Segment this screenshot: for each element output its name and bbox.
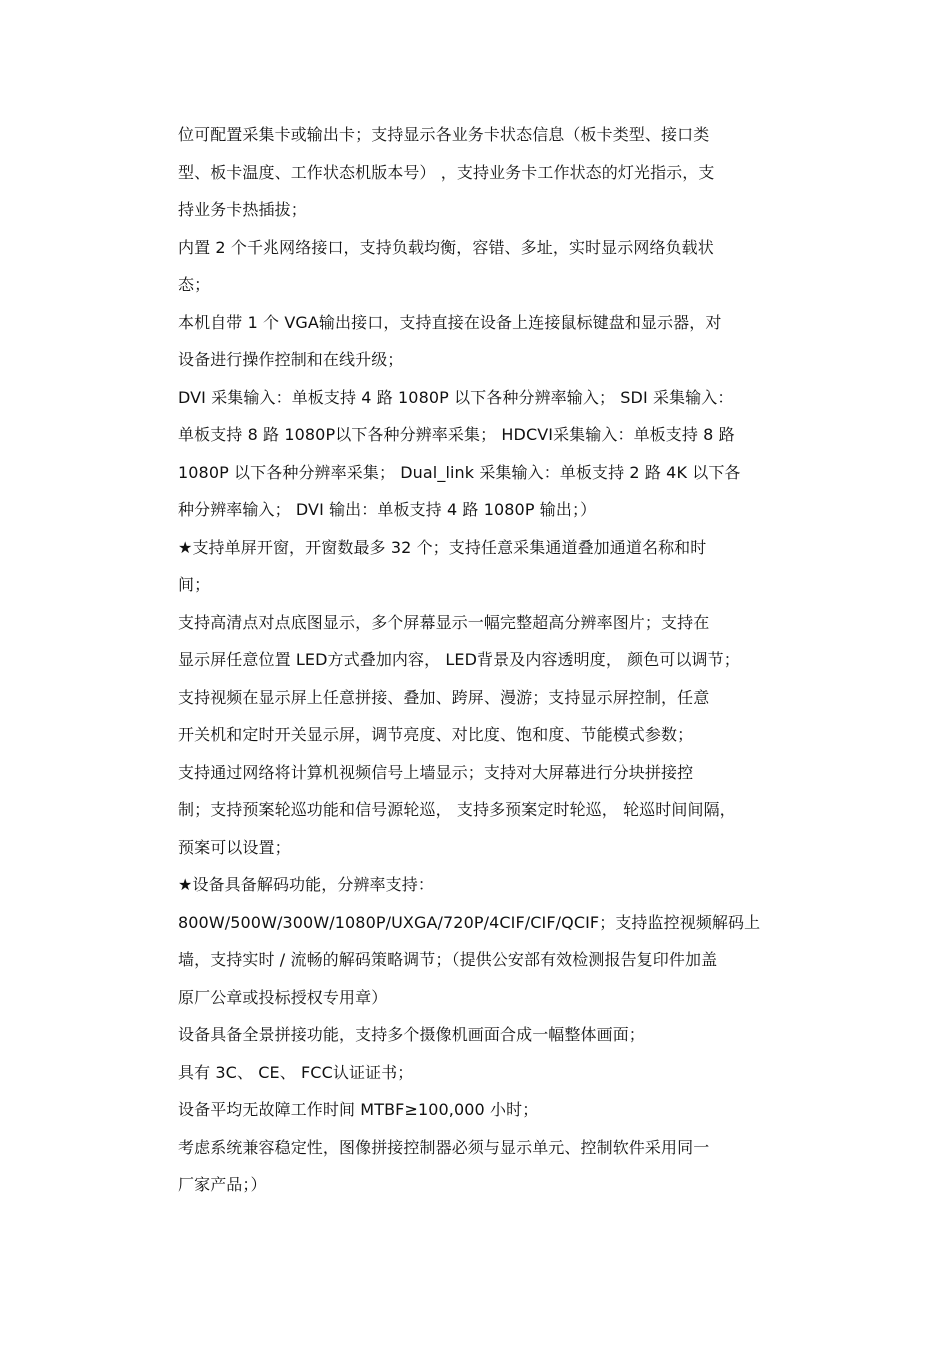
text-line: 态； (178, 275, 211, 294)
text-line: 设备具备全景拼接功能，支持多个摄像机画面合成一幅整体画面； (178, 1025, 645, 1044)
text-line: 支持高清点对点底图显示，多个屏幕显示一幅完整超高分辨率图片；支持在 (178, 613, 710, 632)
text-line: 预案可以设置； (178, 838, 291, 857)
text-line: ★设备具备解码功能，分辨率支持： (178, 875, 434, 894)
text-line: 本机自带 1 个 VGA输出接口，支持直接在设备上连接鼠标键盘和显示器，对 (178, 313, 722, 332)
text-line: 设备平均无故障工作时间 MTBF≥100,000 小时； (178, 1100, 539, 1119)
text-line: 厂家产品；） (178, 1175, 267, 1194)
text-line: 1080P 以下各种分辨率采集； Dual_link 采集输入：单板支持 2 路 4K 以下各 (178, 463, 741, 482)
text-line: DVI 采集输入：单板支持 4 路 1080P 以下各种分辨率输入； SDI 采集输入： (178, 388, 734, 407)
text-line: 间； (178, 575, 211, 594)
text-line: 型、板卡温度、工作状态机版本号） ，支持业务卡工作状态的灯光指示，支 (178, 163, 715, 182)
text-line: 单板支持 8 路 1080P以下各种分辨率采集； HDCVI采集输入：单板支持 8 路 (178, 425, 735, 444)
text-line: 位可配置采集卡或输出卡；支持显示各业务卡状态信息（板卡类型、接口类 (178, 125, 710, 144)
text-line: 设备进行操作控制和在线升级； (178, 350, 404, 369)
text-line: 800W/500W/300W/1080P/UXGA/720P/4CIF/CIF/QCIF；支持监控视频解码上 (178, 913, 761, 932)
text-line: 墙，支持实时 / 流畅的解码策略调节；（提供公安部有效检测报告复印件加盖 (178, 950, 718, 969)
text-line: ★支持单屏开窗，开窗数最多 32 个；支持任意采集通道叠加通道名称和时 (178, 538, 707, 557)
text-line: 内置 2 个千兆网络接口，支持负载均衡，容错、多址，实时显示网络负载状 (178, 238, 714, 257)
text-line: 原厂公章或投标授权专用章） (178, 988, 388, 1007)
text-line: 种分辨率输入； DVI 输出：单板支持 4 路 1080P 输出；） (178, 500, 597, 519)
text-line: 持业务卡热插拔； (178, 200, 307, 219)
text-line: 考虑系统兼容稳定性，图像拼接控制器必须与显示单元、控制软件采用同一 (178, 1138, 710, 1157)
text-line: 支持通过网络将计算机视频信号上墙显示；支持对大屏幕进行分块拼接控 (178, 763, 694, 782)
text-line: 支持视频在显示屏上任意拼接、叠加、跨屏、漫游；支持显示屏控制，任意 (178, 688, 710, 707)
text-line: 显示屏任意位置 LED方式叠加内容， LED背景及内容透明度， 颜色可以调节； (178, 650, 740, 669)
text-line: 具有 3C、 CE、 FCC认证证书； (178, 1063, 414, 1082)
text-line: 制；支持预案轮巡功能和信号源轮巡， 支持多预案定时轮巡， 轮巡时间间隔， (178, 800, 736, 819)
text-line: 开关机和定时开关显示屏，调节亮度、对比度、饱和度、节能模式参数； (178, 725, 694, 744)
